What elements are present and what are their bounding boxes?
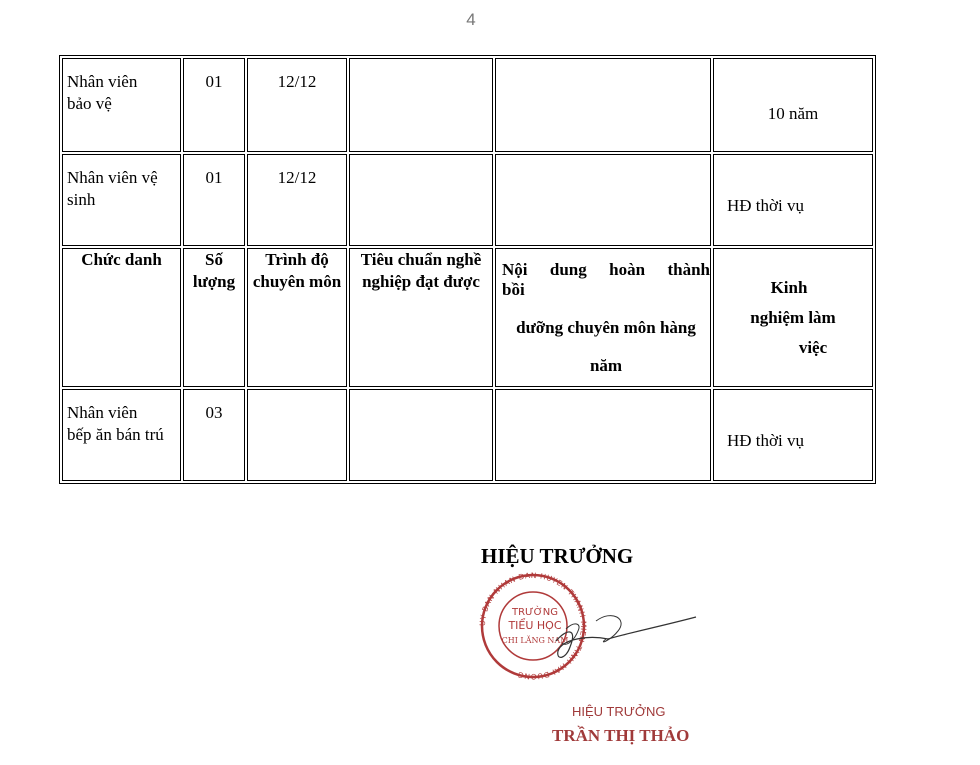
staff-table — [59, 55, 876, 484]
header-standard-line: Tiêu chuẩn nghề — [360, 250, 482, 269]
cell-count — [183, 389, 245, 481]
cell-experience — [713, 58, 873, 152]
table-row — [62, 389, 873, 481]
cell-title — [62, 154, 181, 246]
count-value: 01 — [205, 72, 223, 91]
cell-experience — [713, 154, 873, 246]
header-training-line: năm — [589, 356, 623, 376]
level-value: 12/12 — [277, 72, 317, 91]
cell-experience — [713, 389, 873, 481]
table-row — [62, 154, 873, 246]
header-title — [62, 248, 181, 387]
svg-text:CHI LĂNG NAM: CHI LĂNG NAM — [501, 636, 569, 645]
header-count-line: lượng — [192, 272, 236, 292]
cell-level — [247, 389, 347, 481]
header-experience-line: Kinh — [770, 278, 808, 297]
signature-block — [478, 544, 718, 754]
header-training — [495, 248, 711, 387]
title-line: sinh — [67, 190, 96, 210]
svg-text:TIỂU HỌC: TIỂU HỌC — [508, 619, 562, 632]
cell-count — [183, 58, 245, 152]
table-row — [62, 58, 873, 152]
title-line: bảo vệ — [67, 94, 112, 114]
title-line: Nhân viên — [67, 72, 138, 91]
header-training-line: Nội dung hoàn thành — [502, 260, 710, 279]
header-training-line: dưỡng chuyên môn hàng — [516, 318, 696, 338]
cell-standard — [349, 58, 493, 152]
cell-count — [183, 154, 245, 246]
title-line: bếp ăn bán trú — [67, 425, 164, 445]
level-value: 12/12 — [277, 168, 317, 187]
header-experience-line: nghiệm làm — [750, 308, 836, 328]
signature-name: TRẦN THỊ THẢO — [552, 726, 690, 745]
page-number: 4 — [466, 10, 476, 29]
header-experience — [713, 248, 873, 387]
signature-title: HIỆU TRƯỞNG — [481, 544, 634, 568]
header-experience-line: việc — [798, 338, 828, 358]
experience-value: 10 năm — [767, 104, 819, 123]
header-title-text: Chức danh — [81, 250, 162, 269]
cell-level — [247, 154, 347, 246]
header-level-line: Trình độ — [265, 250, 329, 269]
title-line: Nhân viên — [67, 403, 138, 422]
cell-standard — [349, 154, 493, 246]
cell-training — [495, 154, 711, 246]
experience-value: HĐ thời vụ — [727, 196, 804, 215]
experience-value: HĐ thời vụ — [727, 431, 804, 450]
cell-title — [62, 389, 181, 481]
table-header-row — [62, 248, 873, 387]
header-standard-line: nghiệp đạt được — [362, 272, 480, 292]
svg-text:UY BAN NHAN DAN HUYEN THANH MI: UY BAN NHAN DAN HUYEN THANH MIEN TINH HAI DUONG — [478, 570, 589, 682]
header-training-line: bồi — [502, 280, 525, 300]
header-standard — [349, 248, 493, 387]
title-line: Nhân viên vệ — [67, 168, 158, 187]
signature-role: HIỆU TRƯỞNG — [572, 704, 666, 719]
header-count-line: Số — [205, 250, 223, 269]
cell-training — [495, 389, 711, 481]
header-level — [247, 248, 347, 387]
header-level-line: chuyên môn — [252, 272, 342, 292]
count-value: 01 — [205, 168, 223, 187]
cell-level — [247, 58, 347, 152]
official-stamp-icon — [478, 569, 708, 689]
cell-standard — [349, 389, 493, 481]
svg-text:TRƯỜNG: TRƯỜNG — [512, 607, 558, 618]
header-count — [183, 248, 245, 387]
cell-title — [62, 58, 181, 152]
cell-training — [495, 58, 711, 152]
count-value: 03 — [205, 403, 223, 422]
